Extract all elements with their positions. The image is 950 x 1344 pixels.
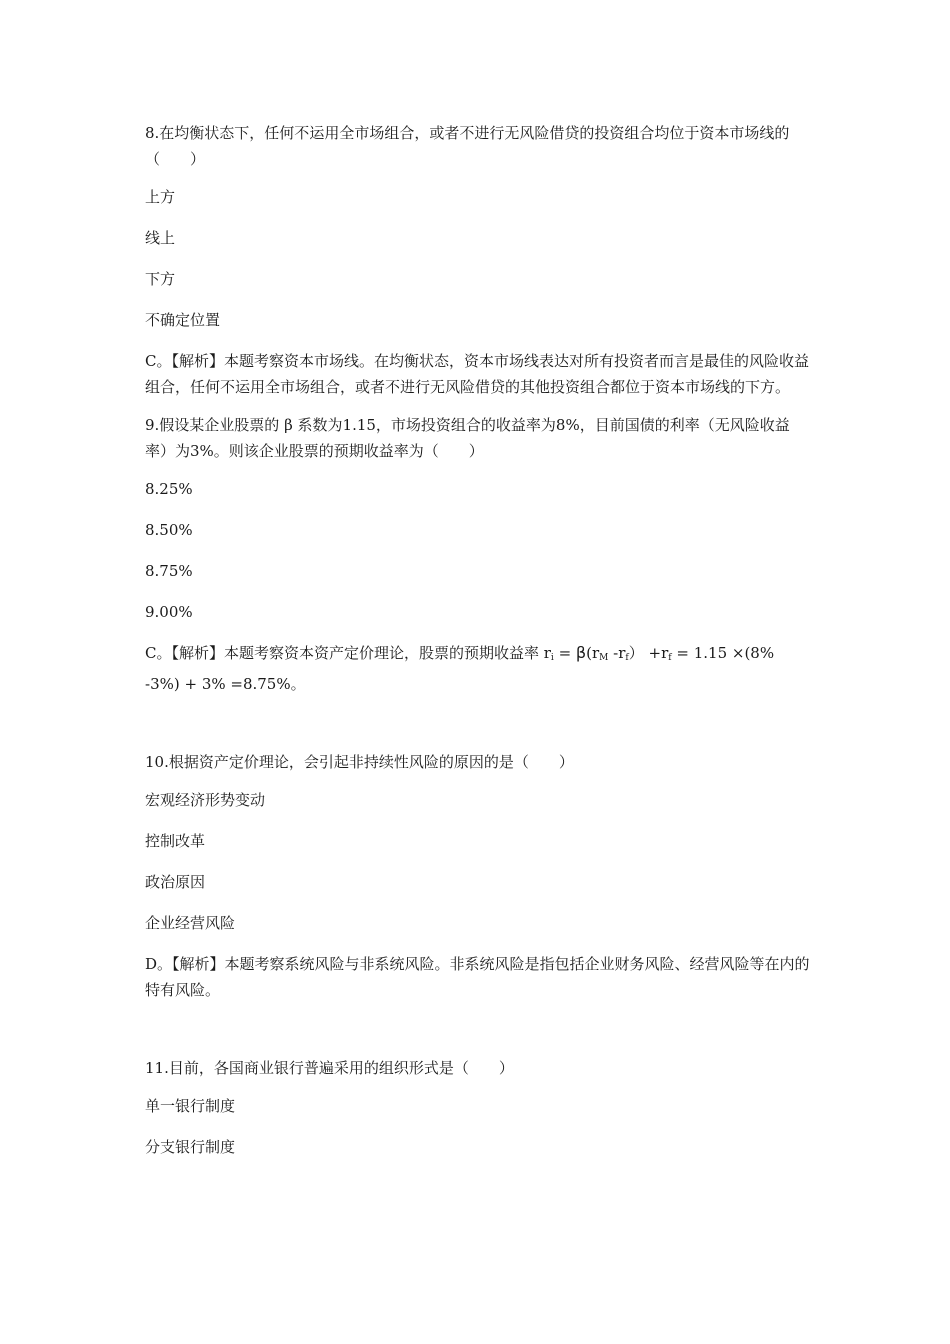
question-11-option-b: 分支银行制度	[145, 1138, 236, 1156]
question-10-option-b: 控制改革	[145, 832, 206, 850]
question-10-option-a: 宏观经济形势变动	[145, 791, 266, 809]
answer-9-beta: β	[575, 643, 587, 662]
document-page	[145, 120, 810, 1175]
question-11-stem: 11.目前，各国商业银行普遍采用的组织形式是（ ）	[145, 1059, 514, 1077]
answer-9-prefix: C。【解析】本题考察资本资产定价理论，股票的预期收益率 r	[145, 644, 551, 662]
question-8-option-a: 上方	[145, 188, 176, 206]
question-8-stem: 8.在均衡状态下，任何不运用全市场组合，或者不进行无风险借贷的投资组合均位于资本市场线的（ ）	[145, 124, 790, 168]
question-11-option-a: 单一银行制度	[145, 1097, 236, 1115]
question-8-option-c: 下方	[145, 270, 176, 288]
question-9-option-a: 8.25%	[145, 480, 193, 498]
question-9-stem: 9.假设某企业股票的 β 系数为1.15，市场投资组合的收益率为8%，目前国债的利率（无风险收益率）为3%。则该企业股票的预期收益率为（ ）	[145, 416, 790, 460]
question-9-option-d: 9.00%	[145, 603, 193, 621]
answer-9-plus: ） +r	[628, 644, 669, 662]
spacer	[145, 709, 810, 749]
answer-9-sub-m: M	[599, 653, 609, 663]
question-9-answer	[145, 640, 810, 697]
question-9-option-b: 8.50%	[145, 521, 193, 539]
question-10-stem: 10.根据资产定价理论，会引起非持续性风险的原因的是（ ）	[145, 753, 574, 771]
answer-9-sub-f2: f	[668, 653, 672, 663]
answer-9-tail: = 1.15 ×(8% -3%) + 3% =8.75%。	[145, 644, 779, 693]
answer-9-paren: (r	[586, 644, 600, 662]
answer-9-sub-f1: f	[625, 653, 629, 663]
question-8-option-b: 线上	[145, 229, 176, 247]
question-10-option-c: 政治原因	[145, 873, 206, 891]
spacer	[145, 1015, 810, 1055]
question-10-option-d: 企业经营风险	[145, 914, 236, 932]
question-10-answer: D。【解析】本题考察系统风险与非系统风险。非系统风险是指包括企业财务风险、经营风险等在内的特有风险。	[145, 955, 810, 999]
question-9-option-c: 8.75%	[145, 562, 193, 580]
question-8-option-d: 不确定位置	[145, 311, 221, 329]
answer-9-sub-i: i	[550, 653, 554, 663]
answer-9-eq: =	[553, 644, 576, 662]
answer-9-minus: -r	[608, 644, 626, 662]
question-8-answer: C。【解析】本题考察资本市场线。在均衡状态，资本市场线表达对所有投资者而言是最佳的风险收益组合，任何不运用全市场组合，或者不进行无风险借贷的其他投资组合都位于资本市场线的下方。	[145, 352, 809, 396]
